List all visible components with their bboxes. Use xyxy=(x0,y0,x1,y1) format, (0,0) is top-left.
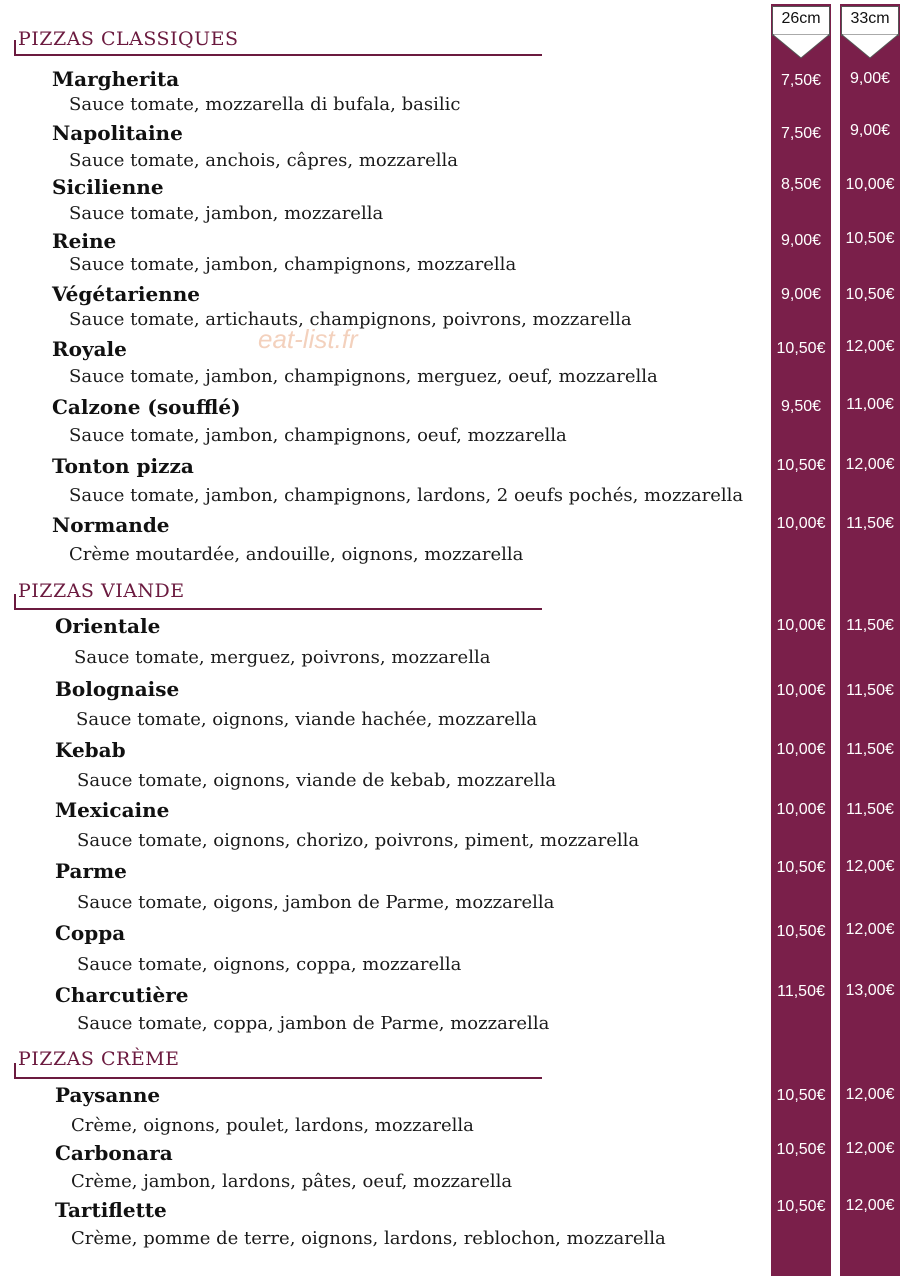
pizza-name: Parme xyxy=(55,859,127,883)
size-header-26cm: 26cm xyxy=(772,6,830,36)
section-divider-tick xyxy=(14,40,16,54)
pizza-name: Normande xyxy=(52,513,170,537)
section-divider-tick xyxy=(14,594,16,608)
pizza-description: Sauce tomate, coppa, jambon de Parme, mozzarella xyxy=(77,1013,550,1034)
pizza-description: Sauce tomate, jambon, mozzarella xyxy=(69,203,384,224)
price-33cm: 13,00€ xyxy=(845,982,895,999)
pizza-name: Calzone (soufflé) xyxy=(52,395,241,419)
section-title: PIZZAS CLASSIQUES xyxy=(18,28,239,50)
pizza-name: Napolitaine xyxy=(52,121,183,145)
chevron-down-icon xyxy=(841,34,899,60)
price-26cm: 8,50€ xyxy=(780,176,822,193)
section-title: PIZZAS CRÈME xyxy=(18,1048,180,1070)
price-33cm: 11,50€ xyxy=(846,515,894,532)
price-26cm: 10,50€ xyxy=(776,1198,826,1215)
watermark: eat-list.fr xyxy=(258,324,358,354)
price-26cm: 10,00€ xyxy=(776,617,826,634)
price-33cm: 9,00€ xyxy=(849,122,891,139)
price-33cm: 10,50€ xyxy=(845,286,895,303)
price-33cm: 12,00€ xyxy=(845,1140,895,1157)
pizza-description: Crème moutardée, andouille, oignons, mozzarella xyxy=(69,544,524,565)
pizza-description: Sauce tomate, oignons, chorizo, poivrons, piment, mozzarella xyxy=(77,830,640,851)
price-33cm: 12,00€ xyxy=(845,1086,895,1103)
price-26cm: 9,00€ xyxy=(780,286,822,303)
pizza-name: Margherita xyxy=(52,67,180,91)
pizza-description: Sauce tomate, anchois, câpres, mozzarella xyxy=(69,150,458,171)
price-26cm: 10,00€ xyxy=(776,515,826,532)
pizza-description: Sauce tomate, jambon, champignons, mozzarella xyxy=(69,254,517,275)
pizza-description: Sauce tomate, merguez, poivrons, mozzarella xyxy=(74,647,491,668)
price-33cm: 11,00€ xyxy=(846,396,894,413)
pizza-name: Paysanne xyxy=(55,1083,161,1107)
price-26cm: 10,00€ xyxy=(776,682,826,699)
pizza-name: Bolognaise xyxy=(55,677,180,701)
price-26cm: 10,00€ xyxy=(776,801,826,818)
pizza-name: Kebab xyxy=(55,738,126,762)
pizza-description: Sauce tomate, jambon, champignons, merguez, oeuf, mozzarella xyxy=(69,366,658,387)
price-26cm: 10,50€ xyxy=(776,340,826,357)
pizza-description: Sauce tomate, oignons, coppa, mozzarella xyxy=(77,954,462,975)
pizza-name: Mexicaine xyxy=(55,798,170,822)
price-26cm: 9,50€ xyxy=(780,398,822,415)
size-header-33cm: 33cm xyxy=(841,6,899,36)
price-33cm: 11,50€ xyxy=(846,801,894,818)
price-26cm: 11,50€ xyxy=(777,983,825,1000)
pizza-description: Sauce tomate, oigons, jambon de Parme, mozzarella xyxy=(77,892,555,913)
price-26cm: 10,50€ xyxy=(776,859,826,876)
pizza-name: Reine xyxy=(52,229,117,253)
pizza-name: Orientale xyxy=(55,614,161,638)
pizza-name: Tonton pizza xyxy=(52,454,194,478)
price-33cm: 12,00€ xyxy=(845,456,895,473)
pizza-description: Sauce tomate, mozzarella di bufala, basilic xyxy=(69,94,461,115)
pizza-name: Tartiflette xyxy=(55,1198,167,1222)
pizza-description: Crème, pomme de terre, oignons, lardons, reblochon, mozzarella xyxy=(71,1228,666,1249)
price-33cm: 9,00€ xyxy=(849,70,891,87)
price-26cm: 10,50€ xyxy=(776,923,826,940)
price-33cm: 10,50€ xyxy=(845,230,895,247)
pizza-name: Coppa xyxy=(55,921,126,945)
price-33cm: 11,50€ xyxy=(846,741,894,758)
pizza-description: Sauce tomate, artichauts, champignons, poivrons, mozzarella xyxy=(69,309,632,330)
pizza-description: Sauce tomate, jambon, champignons, oeuf, mozzarella xyxy=(69,425,567,446)
section-divider xyxy=(14,54,542,56)
section-title: PIZZAS VIANDE xyxy=(18,580,185,602)
price-33cm: 10,00€ xyxy=(845,176,895,193)
price-33cm: 12,00€ xyxy=(845,858,895,875)
price-26cm: 10,00€ xyxy=(776,741,826,758)
section-divider xyxy=(14,608,542,610)
pizza-name: Charcutière xyxy=(55,983,189,1007)
price-column-26cm xyxy=(771,4,831,1276)
price-26cm: 10,50€ xyxy=(776,1141,826,1158)
pizza-name: Royale xyxy=(52,337,127,361)
price-26cm: 10,50€ xyxy=(776,1087,826,1104)
chevron-down-icon xyxy=(772,34,830,60)
price-26cm: 9,00€ xyxy=(780,232,822,249)
price-33cm: 12,00€ xyxy=(845,1197,895,1214)
price-33cm: 12,00€ xyxy=(845,338,895,355)
price-33cm: 11,50€ xyxy=(846,617,894,634)
pizza-description: Crème, jambon, lardons, pâtes, oeuf, mozzarella xyxy=(71,1171,513,1192)
section-divider-tick xyxy=(14,1063,16,1077)
pizza-description: Sauce tomate, oignons, viande hachée, mozzarella xyxy=(76,709,538,730)
price-26cm: 10,50€ xyxy=(776,457,826,474)
pizza-description: Crème, oignons, poulet, lardons, mozzarella xyxy=(71,1115,474,1136)
pizza-description: Sauce tomate, jambon, champignons, lardons, 2 oeufs pochés, mozzarella xyxy=(69,485,744,506)
section-divider xyxy=(14,1077,542,1079)
price-26cm: 7,50€ xyxy=(780,125,822,142)
pizza-description: Sauce tomate, oignons, viande de kebab, mozzarella xyxy=(77,770,557,791)
pizza-name: Carbonara xyxy=(55,1141,173,1165)
price-33cm: 12,00€ xyxy=(845,921,895,938)
pizza-name: Sicilienne xyxy=(52,175,164,199)
pizza-name: Végétarienne xyxy=(52,282,200,306)
price-33cm: 11,50€ xyxy=(846,682,894,699)
price-26cm: 7,50€ xyxy=(780,72,822,89)
